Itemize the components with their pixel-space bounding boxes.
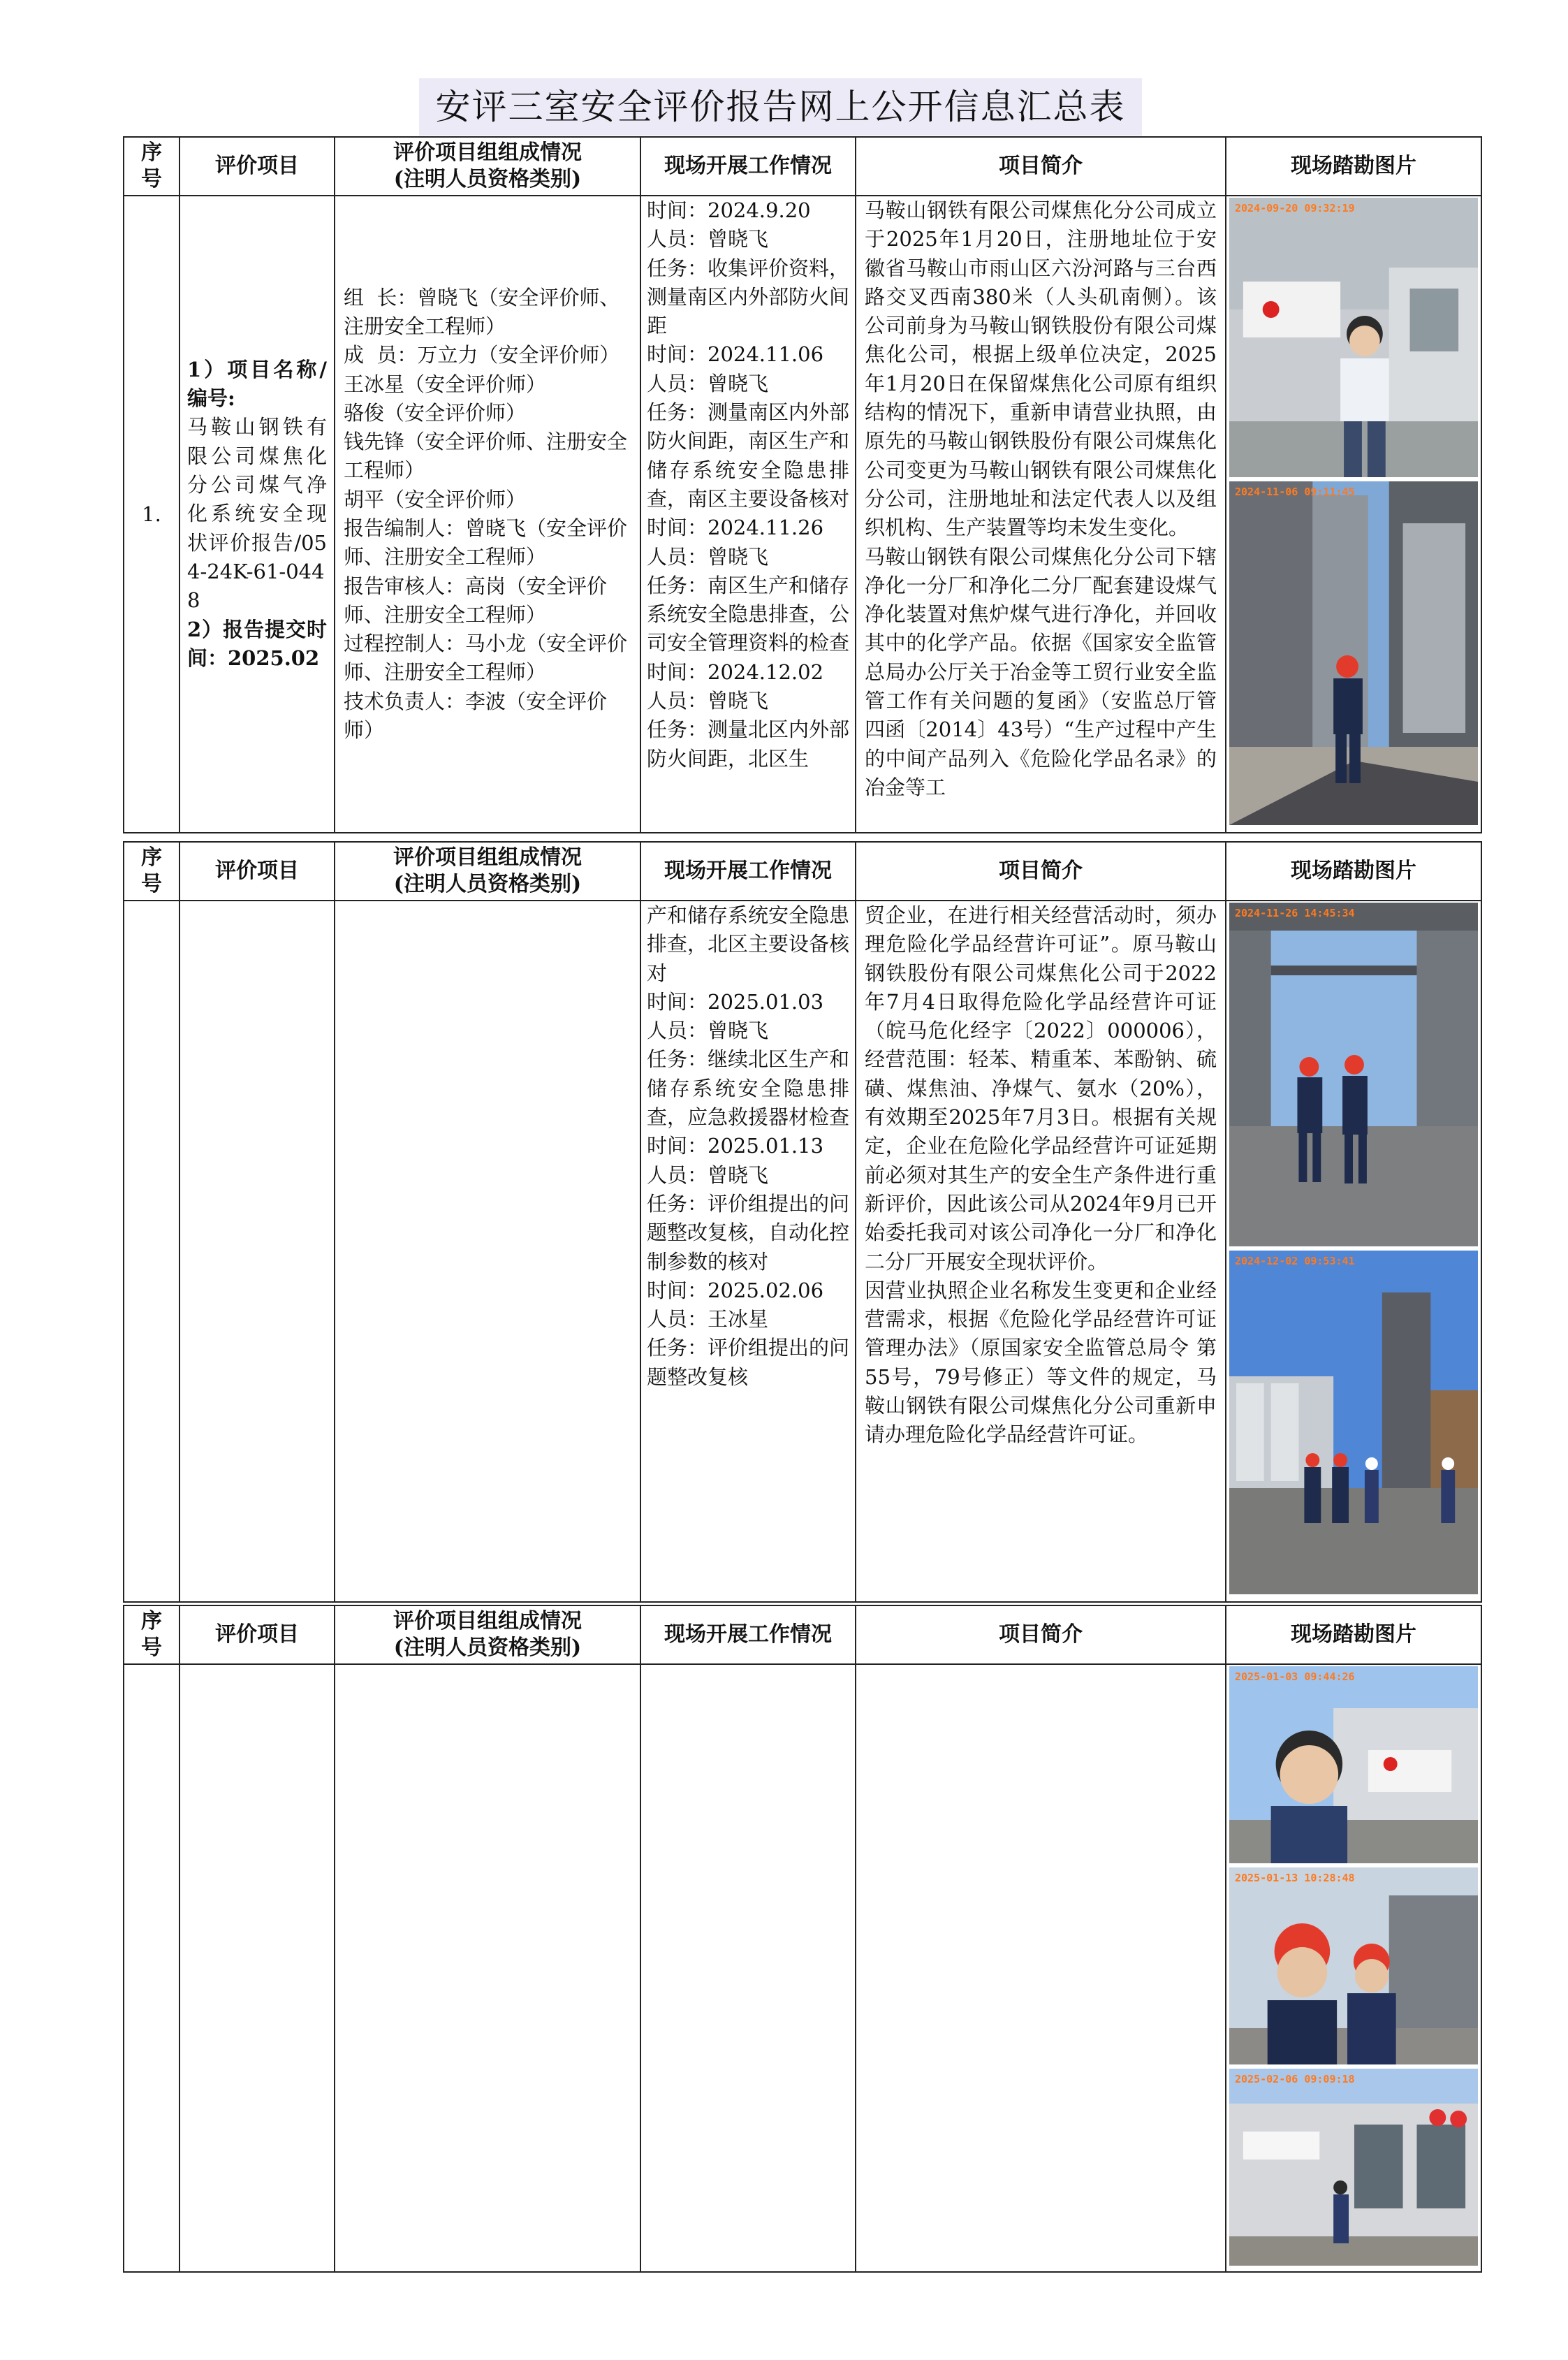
work-text-part-1: 时间：2024.9.20 人员：曾晓飞 任务：收集评价资料，测量南区内外部防火间距 时间：2024.11.06 人员：曾晓飞 任务：测量南区内外部防火间距，南区生产和储存系统安全隐患排查，南区主要设备核对 时间：2024.11.26 人员：曾晓飞 任务：南区生产和储存系统安全隐患排查，公司安全管理资料的检查 时间：2024.12.02 人员：曾晓飞 任务：测量北区内外部防火间距，北区生 — [647, 198, 850, 771]
site-photo-1 — [1229, 198, 1478, 477]
photo-timestamp: 2024-12-02 09:53:41 — [1235, 1255, 1355, 1267]
header-work: 现场开展工作情况 — [640, 137, 856, 196]
intro-cell — [856, 1664, 1226, 2272]
table-row — [124, 901, 1481, 1602]
header-seq: 序 号 — [124, 1605, 179, 1664]
photo-timestamp: 2025-01-13 10:28:48 — [1235, 1872, 1355, 1884]
item-submit-date: 2）报告提交时间：2025.02 — [187, 617, 327, 670]
header-photos: 现场踏勘图片 — [1226, 137, 1481, 196]
table-row — [124, 196, 1481, 833]
page-title: 安评三室安全评价报告网上公开信息汇总表 — [419, 78, 1142, 136]
photo-timestamp: 2024-11-26 14:45:34 — [1235, 907, 1355, 919]
header-work: 现场开展工作情况 — [640, 1605, 856, 1664]
seq-cell — [124, 901, 179, 1602]
site-photo-6 — [1229, 1867, 1478, 2064]
seq-cell — [124, 1664, 179, 2272]
intro-cell — [856, 901, 1226, 1602]
site-photo-3 — [1229, 903, 1478, 1246]
table-row — [124, 1664, 1481, 2272]
team-cell — [335, 196, 640, 833]
work-cell — [640, 196, 856, 833]
item-name: 马鞍山钢铁有限公司煤焦化分公司煤气净化系统安全现状评价报告/054-24K-61-0448 — [187, 415, 327, 613]
site-photo-7 — [1229, 2069, 1478, 2266]
site-photo-5 — [1229, 1666, 1478, 1863]
intro-text-part-2: 贸企业，在进行相关经营活动时，须办理危险化学品经营许可证”。原马鞍山钢铁股份有限公司煤焦化公司于2022年7月4日取得危险化学品经营许可证（皖马危化经字〔2022〕000006），经营范围：轻苯、精重苯、苯酚钠、硫磺、煤焦油、净煤气、氨水（20%），有效期至2025年7月3日。根据有关规定，企业在危险化学品经营许可证延期前必须对其生产的安全生产条件进行重新评价，因此该公司从2024年9月已开始委托我司对该公司净化一分厂和净化二分厂开展安全现状评价。 因营业执照企业名称发生变更和企业经营需求，根据《危险化学品经营许可证管理办法》（原国家安全监管总局令 第55号，79号修正）等文件的规定，马鞍山钢铁有限公司煤焦化分公司重新申请办理危险化学品经营许可证。 — [865, 903, 1217, 1447]
summary-table-part-2 — [123, 841, 1482, 1603]
photo-timestamp: 2024-09-20 09:32:19 — [1235, 202, 1355, 214]
work-text-part-2: 产和储存系统安全隐患排查，北区主要设备核对 时间：2025.01.03 人员：曾晓飞 任务：继续北区生产和储存系统安全隐患排查，应急救援器材检查 时间：2025.01.13 人员：曾晓飞 任务：评价组提出的问题整改复核，自动化控制参数的核对 时间：2025.02.06 人员：王冰星 任务：评价组提出的问题整改复核 — [647, 903, 850, 1389]
work-cell — [640, 1664, 856, 2272]
header-item: 评价项目 — [179, 137, 335, 196]
row-number: 1. — [142, 502, 161, 526]
header-team: 评价项目组组成情况 (注明人员资格类别) — [335, 1605, 640, 1664]
site-photo-2 — [1229, 481, 1478, 825]
team-cell — [335, 901, 640, 1602]
header-photos: 现场踏勘图片 — [1226, 1605, 1481, 1664]
team-cell — [335, 1664, 640, 2272]
photo-timestamp: 2024-11-06 09:11:45 — [1235, 486, 1355, 498]
header-seq: 序 号 — [124, 137, 179, 196]
table-header-row — [124, 1605, 1481, 1664]
header-item: 评价项目 — [179, 842, 335, 901]
header-intro: 项目简介 — [856, 1605, 1226, 1664]
header-seq: 序 号 — [124, 842, 179, 901]
work-cell — [640, 901, 856, 1602]
seq-cell — [124, 196, 179, 833]
team-text: 组 长：曾晓飞（安全评价师、注册安全工程师） 成 员：万立力（安全评价师） 王冰星（安全评价师） 骆俊（安全评价师） 钱先锋（安全评价师、注册安全工程师） 胡平（安全评价师） 报告编制人：曾晓飞（安全评价师、注册安全工程师） 报告审核人：高岗（安全评价师、注册安全工程师） 过程控制人：马小龙（安全评价师、注册安全工程师） 技术负责人：李波（安全评价师） — [344, 285, 628, 743]
item-cell — [179, 901, 335, 1602]
photo-timestamp: 2025-02-06 09:09:18 — [1235, 2073, 1355, 2085]
header-intro: 项目简介 — [856, 842, 1226, 901]
header-photos: 现场踏勘图片 — [1226, 842, 1481, 901]
header-team: 评价项目组组成情况 (注明人员资格类别) — [335, 842, 640, 901]
summary-table-part-3 — [123, 1605, 1482, 2273]
header-intro: 项目简介 — [856, 137, 1226, 196]
header-item: 评价项目 — [179, 1605, 335, 1664]
item-cell — [179, 196, 335, 833]
table-header-row — [124, 842, 1481, 901]
site-photo-4 — [1229, 1251, 1478, 1594]
photos-cell — [1226, 1664, 1481, 2272]
item-title: 1）项目名称/编号: — [187, 357, 327, 411]
table-header-row — [124, 137, 1481, 196]
photo-timestamp: 2025-01-03 09:44:26 — [1235, 1670, 1355, 1683]
header-work: 现场开展工作情况 — [640, 842, 856, 901]
item-cell — [179, 1664, 335, 2272]
header-team: 评价项目组组成情况 (注明人员资格类别) — [335, 137, 640, 196]
summary-table-part-1 — [123, 136, 1482, 833]
intro-text-part-1: 马鞍山钢铁有限公司煤焦化分公司成立于2025年1月20日，注册地址位于安徽省马鞍山市雨山区六汾河路与三台西路交叉西南380米（人头矶南侧）。该公司前身为马鞍山钢铁股份有限公司煤焦化公司，根据上级单位决定，2025年1月20日在保留煤焦化公司原有组织结构的情况下，重新申请营业执照，由原先的马鞍山钢铁股份有限公司煤焦化公司变更为马鞍山钢铁有限公司煤焦化分公司，注册地址和法定代表人以及组织机构、生产装置等均未发生变化。 马鞍山钢铁有限公司煤焦化分公司下辖净化一分厂和净化二分厂配套建设煤气净化装置对焦炉煤气进行净化，并回收其中的化学产品。依据《国家安全监管总局办公厅关于冶金等工贸行业安全监管工作有关问题的复函》（安监总厅管四函〔2014〕43号）“生产过程中产生的中间产品列入《危险化学品名录》的冶金等工 — [865, 198, 1217, 799]
photos-cell — [1226, 196, 1481, 833]
photos-cell — [1226, 901, 1481, 1602]
intro-cell — [856, 196, 1226, 833]
